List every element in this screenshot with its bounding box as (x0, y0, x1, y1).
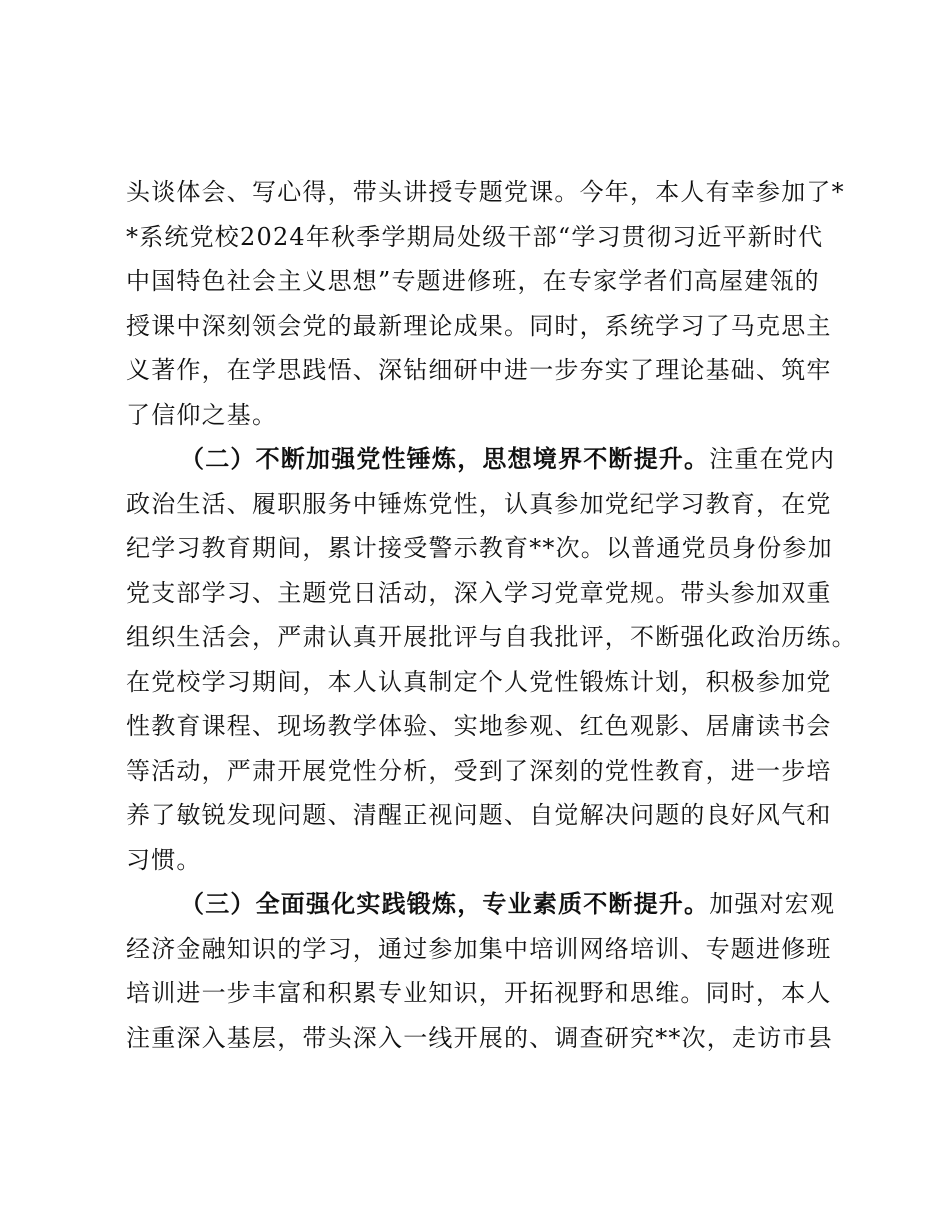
text-line: 组织生活会，严肃认真开展批评与自我批评，不断强化政治历练。 (126, 623, 857, 651)
text-line: 中国特色社会主义思想”专题进修班，在专家学者们高屋建瓴的 (126, 267, 820, 295)
text-line: 在党校学习期间，本人认真制定个人党性锻炼计划，积极参加党 (126, 667, 832, 696)
section-heading: （三）全面强化实践锻炼，专业素质不断提升。 (180, 889, 710, 918)
section-first-line-text: 加强对宏观 (709, 890, 836, 918)
text-line: 了信仰之基。 (126, 400, 278, 429)
section-first-line-text: 注重在党内 (709, 445, 836, 473)
text-line: 习惯。 (126, 845, 202, 874)
text-line: 性教育课程、现场教学体验、实地参观、红色观影、居庸读书会 (126, 712, 832, 740)
paragraph-2 (126, 437, 857, 882)
text-line: 等活动，严肃开展党性分析，受到了深刻的党性教育，进一步培 (126, 756, 832, 785)
section-heading-line (126, 437, 838, 482)
document-body (126, 170, 857, 1060)
section-heading-line (126, 882, 838, 927)
text-line: 注重深入基层，带头深入一线开展的、调查研究**次，走访市县 (126, 1023, 833, 1052)
text-line: 经济金融知识的学习，通过参加集中培训网络培训、专题进修班 (126, 934, 832, 963)
text-line: 授课中深刻领会党的最新理论成果。同时，系统学习了马克思主 (126, 311, 832, 340)
text-line: 培训进一步丰富和积累专业知识，开拓视野和思维。同时，本人 (126, 979, 832, 1007)
section-heading: （二）不断加强党性锤炼，思想境界不断提升。 (180, 444, 710, 473)
text-line: 政治生活、履职服务中锤炼党性，认真参加党纪学习教育，在党 (126, 489, 832, 518)
paragraph-1 (126, 170, 845, 437)
text-line: 头谈体会、写心得，带头讲授专题党课。今年，本人有幸参加了* (126, 178, 845, 206)
text-line: 义著作，在学思践悟、深钻细研中进一步夯实了理论基础、筑牢 (126, 356, 832, 384)
text-line: 养了敏锐发现问题、清醒正视问题、自觉解决问题的良好风气和 (126, 801, 832, 829)
text-line: 纪学习教育期间，累计接受警示教育**次。以普通党员身份参加 (126, 534, 833, 562)
text-line: 党支部学习、主题党日活动，深入学习党章党规。带头参加双重 (126, 578, 832, 607)
paragraph-3 (126, 882, 838, 1060)
text-line: *系统党校2024年秋季学期局处级干部“学习贯彻习近平新时代 (126, 222, 824, 251)
